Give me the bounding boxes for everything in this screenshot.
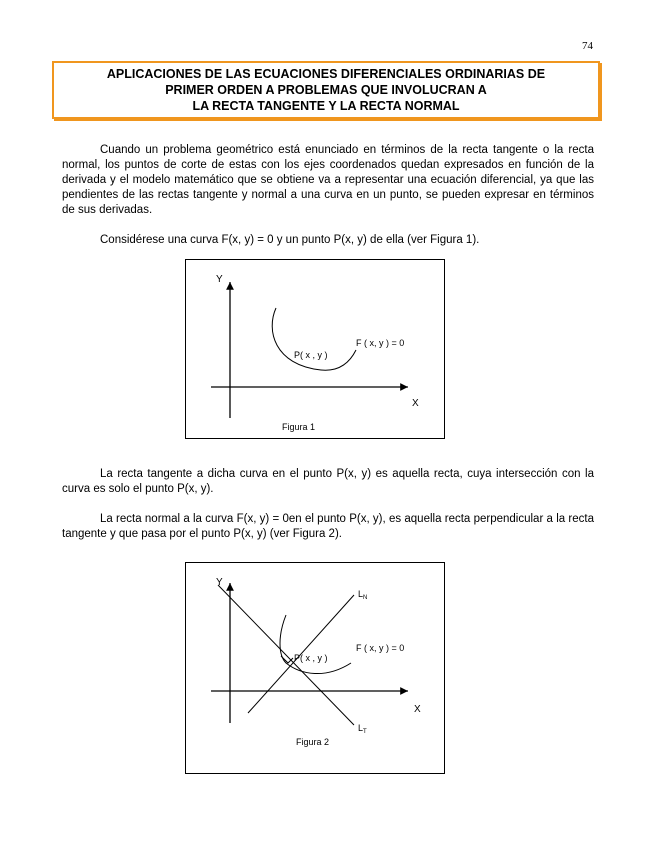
paragraph-normal: La recta normal a la curva F(x, y) = 0en el punto P(x, y), es aquella recta perpendicular a la recta tangente y que pasa por el punto P(x, y) (ver Figura 2).: [62, 513, 594, 540]
figure-1-curve-label: F ( x, y ) = 0: [356, 338, 405, 348]
figure-1-curve: [272, 308, 356, 370]
figure-2-point-label: P( x , y ): [294, 653, 328, 663]
figure-2-y-label: Y: [216, 577, 223, 588]
title-line-2: PRIMER ORDEN A PROBLEMAS QUE INVOLUCRAN A: [165, 83, 487, 97]
figure-1-caption: Figura 1: [282, 422, 316, 432]
paragraph-curve: Considérese una curva F(x, y) = 0 y un punto P(x, y) de ella (ver Figura 1).: [100, 234, 480, 246]
figure-2-tangent-line: [218, 585, 354, 725]
title-line-3: LA RECTA TANGENTE Y LA RECTA NORMAL: [192, 99, 460, 113]
page-number: 74: [582, 40, 593, 52]
paragraph-tangent: La recta tangente a dicha curva en el punto P(x, y) es aquella recta, cuya intersección con la curva es solo el punto P(x, y).: [62, 468, 594, 495]
title-line-1: APLICACIONES DE LAS ECUACIONES DIFERENCIALES ORDINARIAS DE: [106, 67, 546, 81]
figure-1-point-label: P( x , y ): [294, 350, 328, 360]
figure-1: [185, 259, 445, 439]
figure-2-tangent-subscript: T: [363, 729, 367, 735]
figure-1-y-label: Y: [216, 274, 223, 285]
figure-2-tangent-label: [358, 723, 367, 735]
figure-2-tangent-letter: L: [358, 723, 364, 733]
figure-2-normal-letter: L: [358, 589, 364, 599]
figure-2-curve-label: F ( x, y ) = 0: [356, 643, 405, 653]
title-box: [52, 61, 600, 119]
figure-2-curve: [280, 615, 351, 674]
figure-1-x-label: X: [412, 398, 419, 409]
figure-2-x-label: X: [414, 704, 421, 715]
figure-2-normal-subscript: N: [363, 595, 368, 601]
paragraph-intro: Cuando un problema geométrico está enunciado en términos de la recta tangente o la recta normal, los puntos de corte de estas con los ejes coordenados quedan expresados en función de la derivada y el modelo matemático que se obtiene va a representar una ecuación diferencial, ya que las pendientes de las rectas tangente y normal a una curva en un punto, se pueden expresar en términos de sus derivadas.: [62, 144, 594, 216]
figure-2-caption: Figura 2: [296, 737, 330, 747]
figure-2: [185, 562, 445, 774]
figure-2-normal-label: [358, 589, 367, 601]
